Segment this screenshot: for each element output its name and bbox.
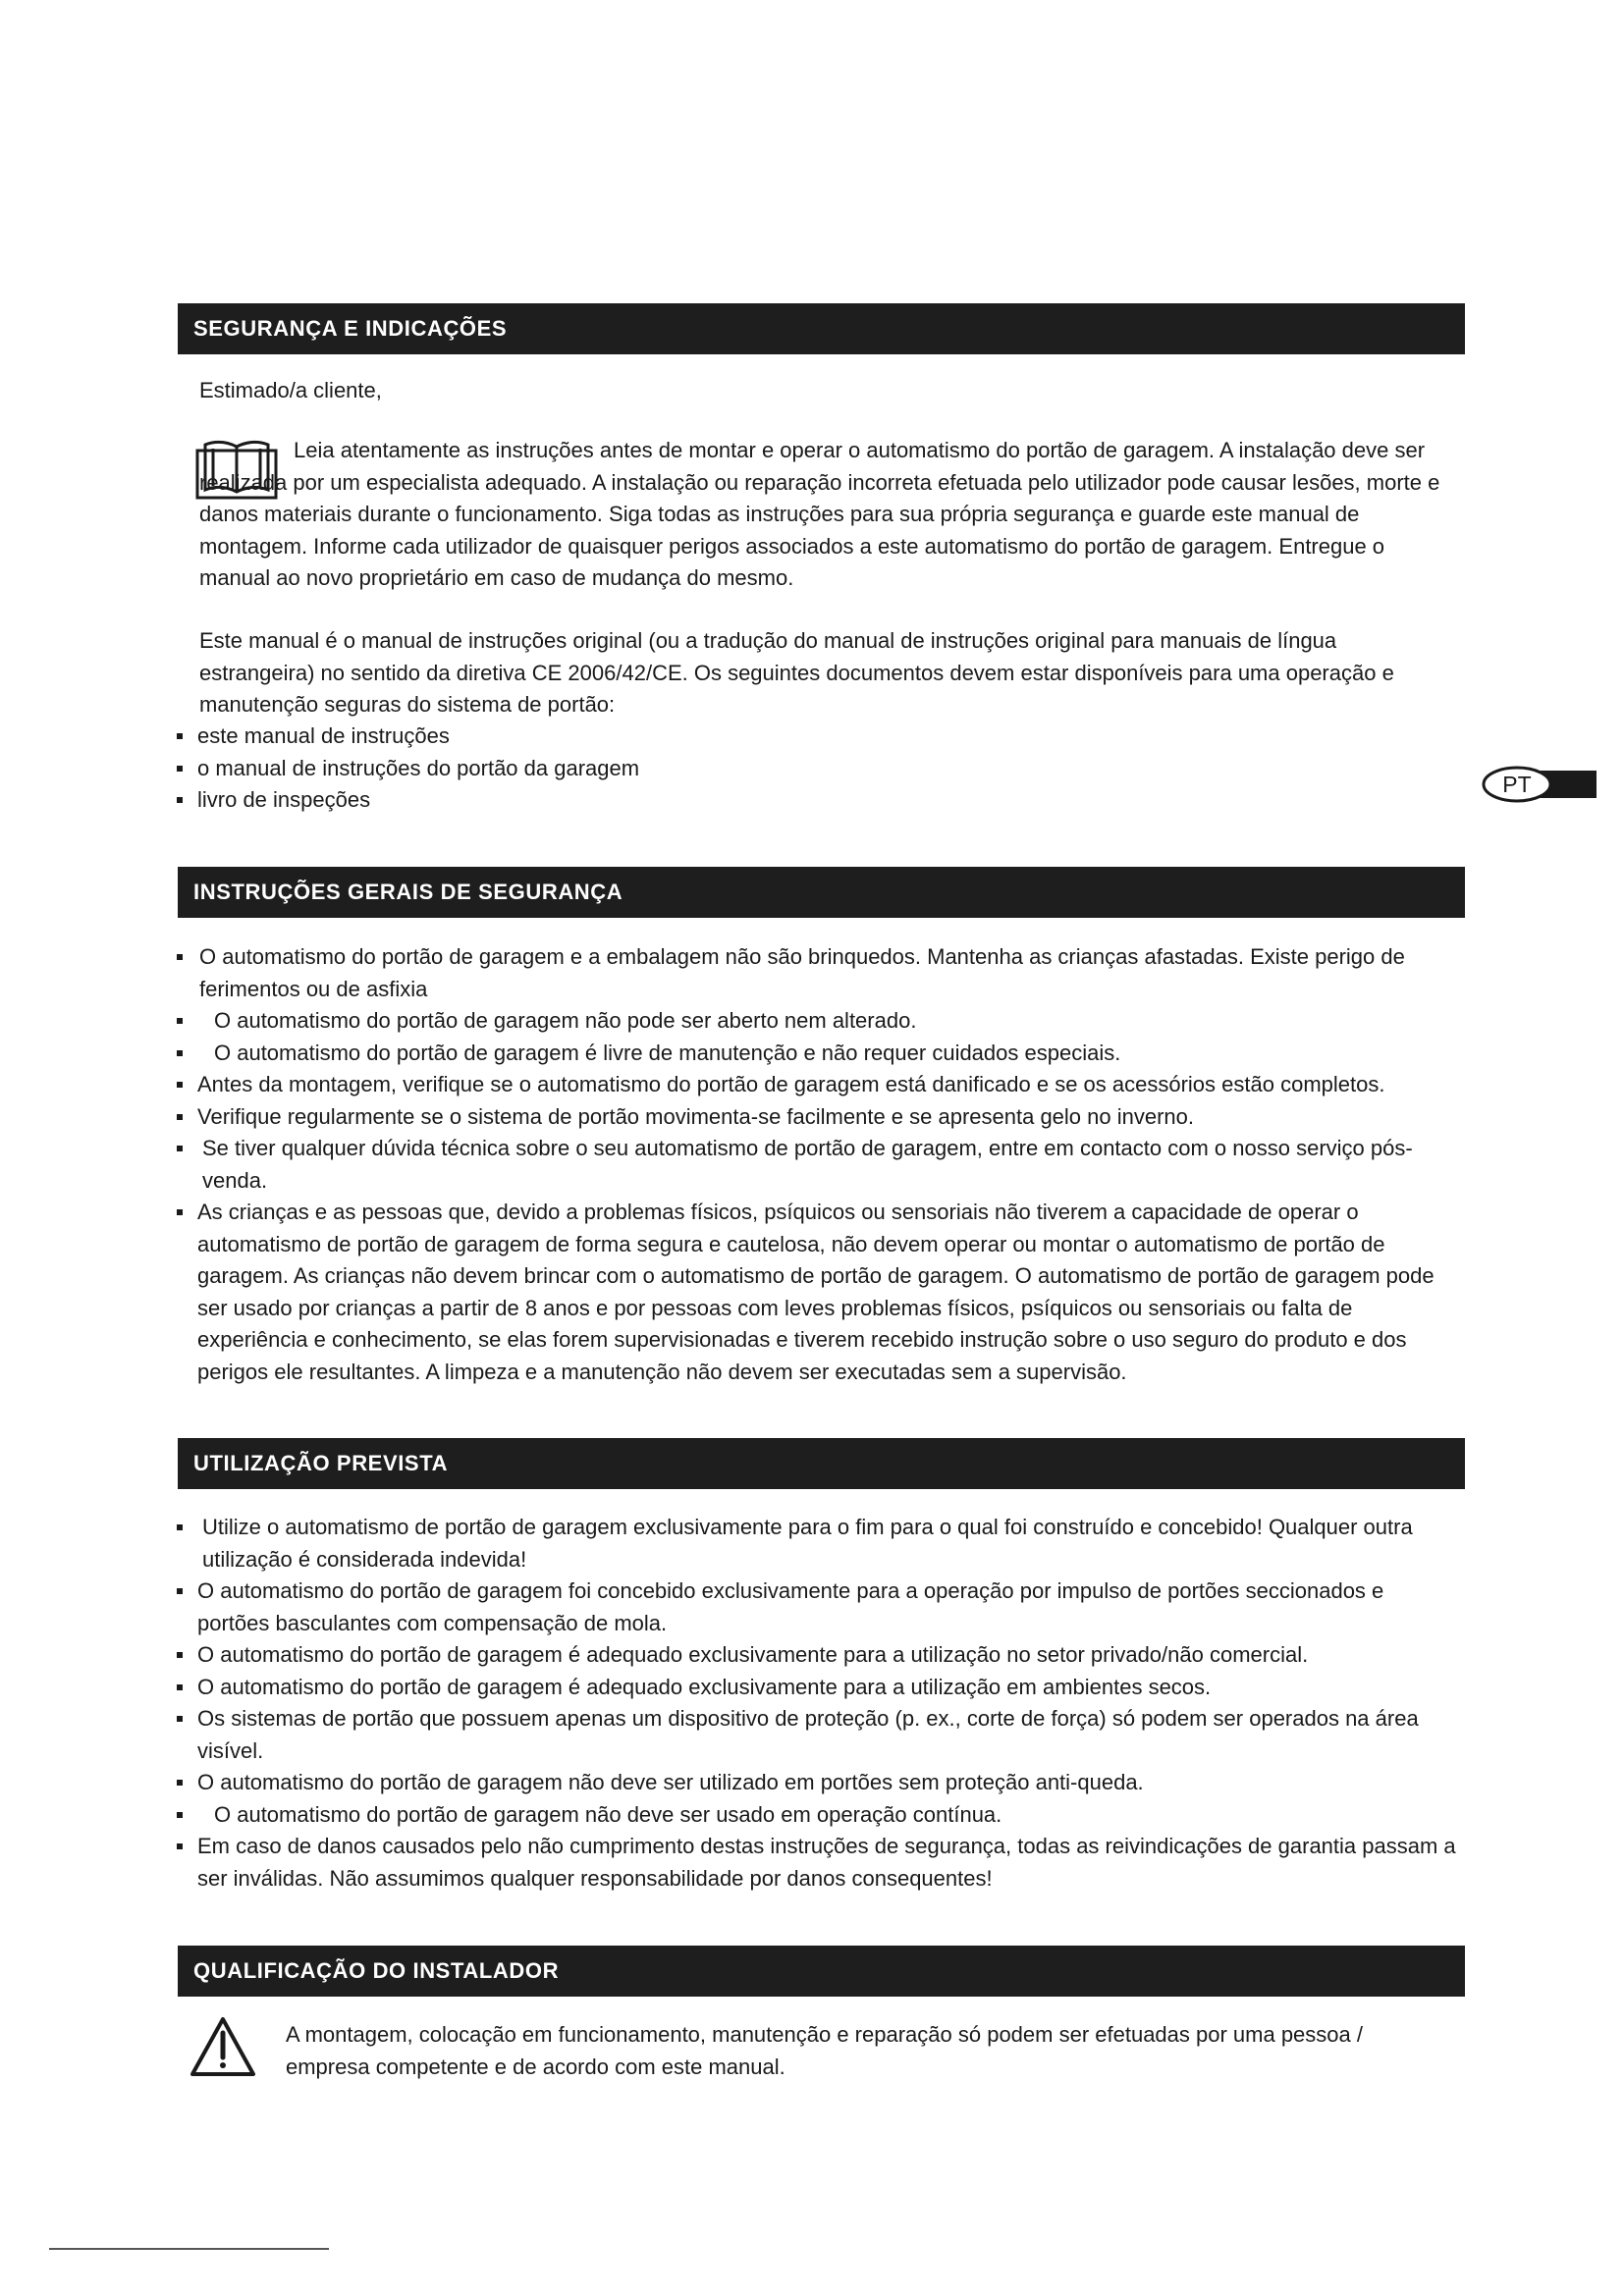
section-header-qualification (178, 1946, 1465, 1997)
list-item: Em caso de danos causados pelo não cumprimento destas instruções de segurança, todas as reivindicações de garantia passam a ser inválidas. Não assumimos qualquer responsabilidade por danos consequentes! (175, 1831, 1461, 1895)
language-code: PT (1502, 772, 1532, 797)
list-item: O automatismo do portão de garagem é adequado exclusivamente para a utilização em ambientes secos. (175, 1672, 1461, 1704)
list-item: Os sistemas de portão que possuem apenas um dispositivo de proteção (p. ex., corte de força) só podem ser operados na área visível. (175, 1703, 1461, 1767)
qualification-text: A montagem, colocação em funcionamento, manutenção e reparação só podem ser efetuadas por uma pessoa / empresa competente e de acordo com este manual. (286, 2022, 1363, 2079)
list-item: Antes da montagem, verifique se o automatismo do portão de garagem está danificado e se os acessórios estão completos. (175, 1069, 1461, 1101)
section-header-safety (178, 303, 1465, 354)
list-item: Se tiver qualquer dúvida técnica sobre o seu automatismo de portão de garagem, entre em contacto com o nosso serviço pós-venda. (175, 1133, 1461, 1197)
section-title: SEGURANÇA E INDICAÇÕES (193, 316, 508, 341)
language-badge (1481, 765, 1597, 804)
warning-icon (189, 2015, 256, 2083)
list-item: O automatismo do portão de garagem não deve ser utilizado em portões sem proteção anti-queda. (175, 1767, 1461, 1799)
greeting: Estimado/a cliente, (199, 378, 382, 402)
list-item: O automatismo do portão de garagem não deve ser usado em operação contínua. (175, 1799, 1461, 1832)
list-item: Utilize o automatismo de portão de garagem exclusivamente para o fim para o qual foi construído e concebido! Qualquer outra utilização é considerada indevida! (175, 1512, 1461, 1575)
list-item: O automatismo do portão de garagem é adequado exclusivamente para a utilização no setor privado/não comercial. (175, 1639, 1461, 1672)
list-item: As crianças e as pessoas que, devido a problemas físicos, psíquicos ou sensoriais não tiverem a capacidade de operar o automatismo de portão de garagem de forma segura e cautelosa, não devem operar ou montar o automatismo de portão de garagem. As crianças não devem brincar com o automatismo de portão de garagem. O automatismo de portão de garagem pode ser usado por crianças a partir de 8 anos e por pessoas com leves problemas físicos, psíquicos ou sensoriais ou falta de experiência e conhecimento, se elas forem supervisionadas e tiverem recebido instrução sobre o uso seguro do produto e dos perigos ele resultantes. A limpeza e a manutenção não devem ser executadas sem a supervisão. (175, 1197, 1461, 1388)
intended-use-list (175, 1512, 1461, 1895)
list-item: O automatismo do portão de garagem não pode ser aberto nem alterado. (175, 1005, 1461, 1038)
section-title: UTILIZAÇÃO PREVISTA (193, 1451, 449, 1475)
list-item: este manual de instruções (175, 721, 1353, 753)
documents-list (175, 721, 1353, 817)
list-item: Verifique regularmente se o sistema de portão movimenta-se facilmente e se apresenta gelo no inverno. (175, 1101, 1461, 1134)
list-item: o manual de instruções do portão da garagem (175, 753, 1353, 785)
section-header-intended-use (178, 1438, 1465, 1489)
list-item: livro de inspeções (175, 784, 1353, 817)
general-safety-list (175, 941, 1461, 1388)
intro-paragraph: Leia atentamente as instruções antes de montar e operar o automatismo do portão de garagem. A instalação deve ser realizada por um especialista adequado. A instalação ou reparação incorreta efetuada pelo utilizador pode causar lesões, morte e danos materiais durante o funcionamento. Siga todas as instruções para sua própria segurança e guarde este manual de montagem. Informe cada utilizador de quaisquer perigos associados a este automatismo do portão de garagem. Entregue o manual ao novo proprietário em caso de mudança do mesmo. (199, 438, 1440, 590)
list-item: O automatismo do portão de garagem é livre de manutenção e não requer cuidados especiais. (175, 1038, 1461, 1070)
list-item: O automatismo do portão de garagem foi concebido exclusivamente para a operação por impulso de portões seccionados e portões basculantes com compensação de mola. (175, 1575, 1461, 1639)
section-header-general (178, 867, 1465, 918)
section-title: QUALIFICAÇÃO DO INSTALADOR (193, 1958, 560, 1983)
footer-divider (49, 2248, 329, 2250)
manual-paragraph: Este manual é o manual de instruções original (ou a tradução do manual de instruções original para manuais de língua estrangeira) no sentido da diretiva CE 2006/42/CE. Os seguintes documentos devem estar disponíveis para uma operação e manutenção seguras do sistema de portão: (199, 628, 1394, 717)
list-item: O automatismo do portão de garagem e a embalagem não são brinquedos. Mantenha as crianças afastadas. Existe perigo de ferimentos ou de asfixia (175, 941, 1461, 1005)
section-title: INSTRUÇÕES GERAIS DE SEGURANÇA (193, 880, 623, 904)
